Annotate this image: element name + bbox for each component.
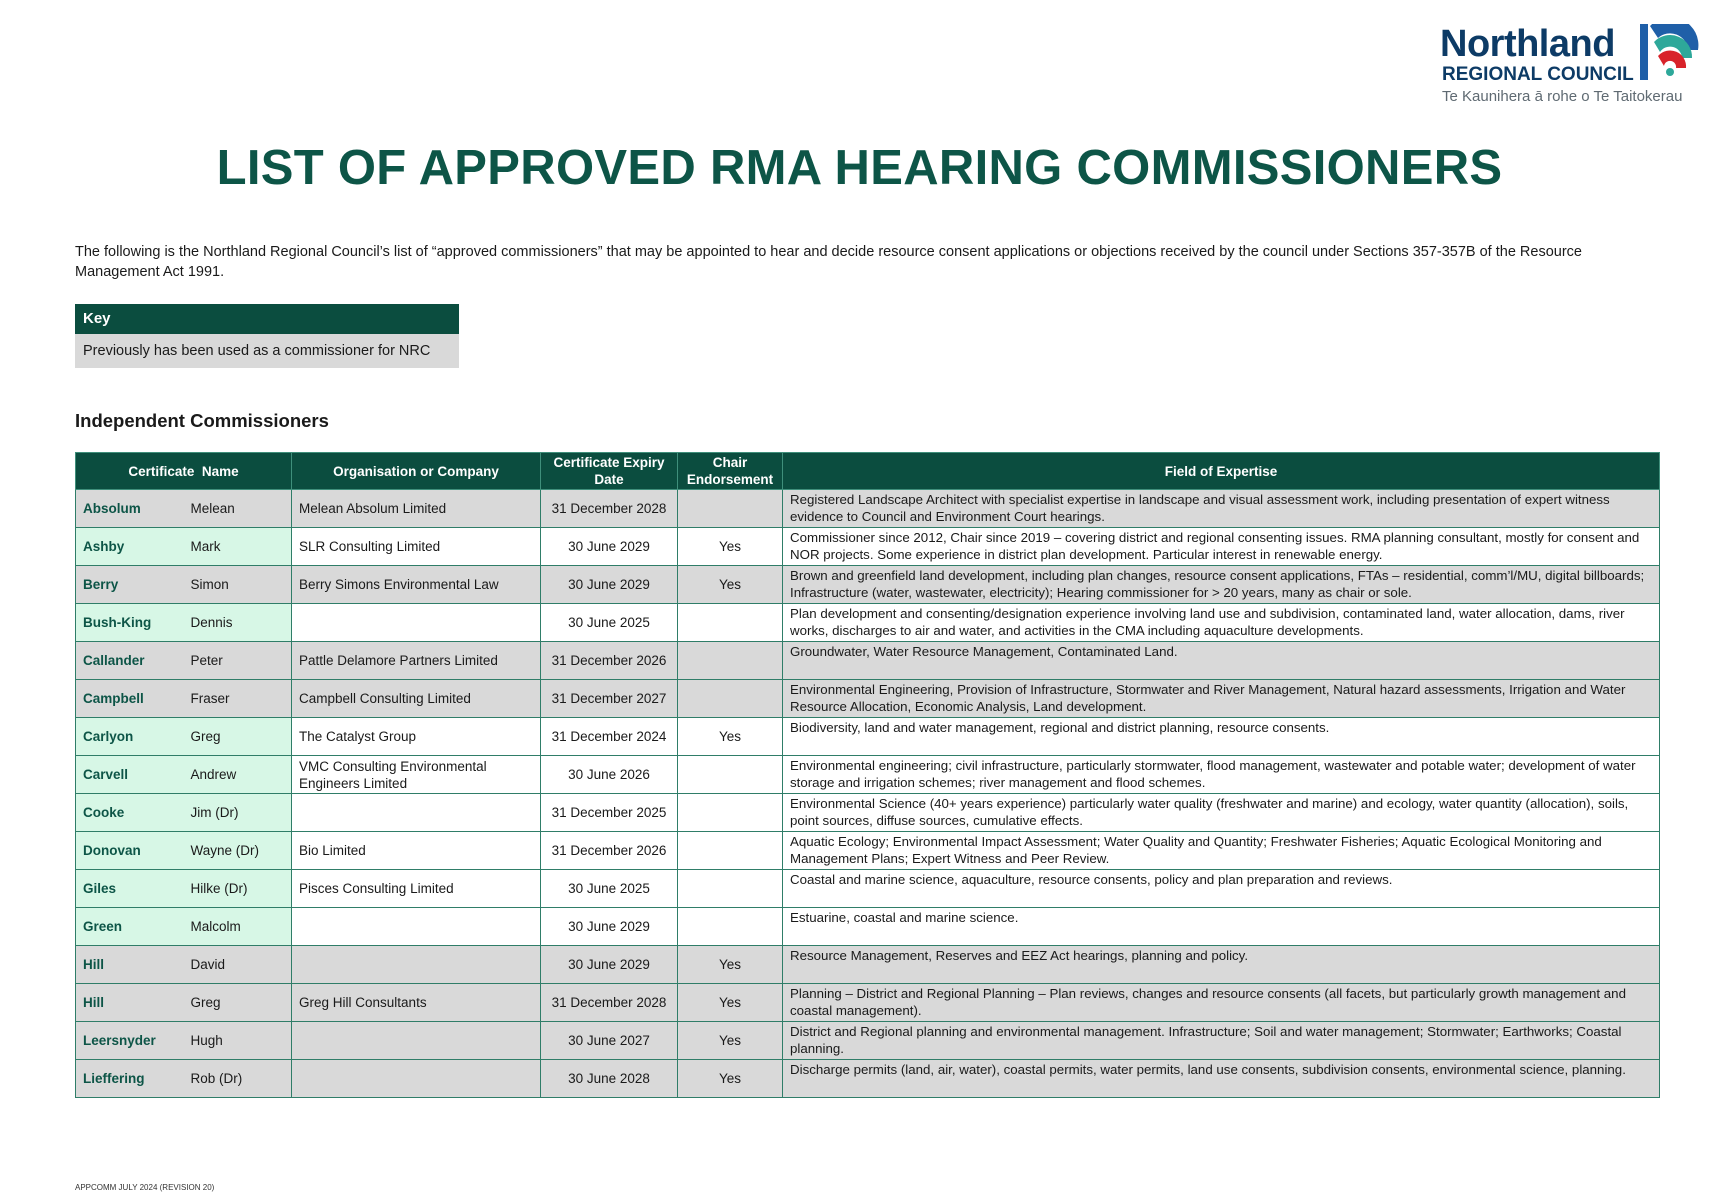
organisation-cell: Campbell Consulting Limited (292, 680, 541, 718)
chair-cell: Yes (678, 984, 783, 1022)
chair-cell (678, 756, 783, 794)
firstname-cell: Dennis (184, 604, 292, 642)
table-row (76, 870, 1660, 908)
key-item-used: Previously has been used as a commissioner for NRC (75, 334, 459, 368)
chair-cell: Yes (678, 528, 783, 566)
surname-cell: Leersnyder (76, 1022, 184, 1060)
surname-cell: Ashby (76, 528, 184, 566)
expiry-cell: 31 December 2025 (541, 794, 678, 832)
table-row (76, 490, 1660, 528)
expiry-cell: 30 June 2026 (541, 756, 678, 794)
expertise-cell: Discharge permits (land, air, water), coastal permits, water permits, land use consents, subdivision consents, environmental science, planning. (783, 1060, 1660, 1098)
organisation-cell: Greg Hill Consultants (292, 984, 541, 1022)
firstname-cell: Greg (184, 984, 292, 1022)
organisation-cell: The Catalyst Group (292, 718, 541, 756)
table-row (76, 794, 1660, 832)
firstname-cell: Wayne (Dr) (184, 832, 292, 870)
organisation-cell (292, 1022, 541, 1060)
chair-cell: Yes (678, 718, 783, 756)
surname-cell: Giles (76, 870, 184, 908)
chair-cell (678, 870, 783, 908)
header-expiry: Certificate Expiry Date (541, 453, 678, 490)
table-row (76, 528, 1660, 566)
section-title: Independent Commissioners (75, 410, 329, 431)
chair-cell (678, 642, 783, 680)
expiry-cell: 30 June 2029 (541, 946, 678, 984)
chair-cell (678, 680, 783, 718)
intro-paragraph: The following is the Northland Regional Council’s list of “approved commissioners” that may be appointed to hear and decide resource consent applications or objections received by the council under Sections 357-357B of the Resource Management Act 1991. (75, 244, 1582, 280)
chair-cell (678, 794, 783, 832)
expiry-cell: 31 December 2026 (541, 832, 678, 870)
header-expertise: Field of Expertise (783, 453, 1660, 490)
expertise-cell: District and Regional planning and environmental management. Infrastructure; Soil and water management; Stormwater; Earthworks; Coastal planning. (783, 1022, 1660, 1060)
organisation-cell: Melean Absolum Limited (292, 490, 541, 528)
surname-cell: Donovan (76, 832, 184, 870)
organisation-cell: Bio Limited (292, 832, 541, 870)
logo (1440, 22, 1704, 112)
chair-cell (678, 490, 783, 528)
expertise-cell: Plan development and consenting/designation experience involving land use and subdivision, contaminated land, water allocation, dams, river works, discharges to air and water, and activities in the CMA including aquaculture developments. (783, 604, 1660, 642)
table-row (76, 908, 1660, 946)
firstname-cell: Melean (184, 490, 292, 528)
chair-cell (678, 604, 783, 642)
organisation-cell: SLR Consulting Limited (292, 528, 541, 566)
firstname-cell: Simon (184, 566, 292, 604)
expertise-cell: Groundwater, Water Resource Management, Contaminated Land. (783, 642, 1660, 680)
expiry-cell: 30 June 2029 (541, 566, 678, 604)
organisation-cell: Pattle Delamore Partners Limited (292, 642, 541, 680)
logo-name: Northland (1440, 23, 1615, 65)
expiry-cell: 30 June 2028 (541, 1060, 678, 1098)
expiry-cell: 31 December 2024 (541, 718, 678, 756)
organisation-cell: VMC Consulting Environmental Engineers Limited (292, 756, 541, 794)
chair-cell: Yes (678, 566, 783, 604)
table-row (76, 718, 1660, 756)
table-row (76, 756, 1660, 794)
surname-cell: Green (76, 908, 184, 946)
surname-cell: Carlyon (76, 718, 184, 756)
expertise-cell: Registered Landscape Architect with specialist expertise in landscape and visual assessment work, including presentation of expert witness evidence to Council and Environment Court hearings. (783, 490, 1660, 528)
table-row (76, 946, 1660, 984)
table-row (76, 832, 1660, 870)
firstname-cell: Fraser (184, 680, 292, 718)
surname-cell: Lieffering (76, 1060, 184, 1098)
firstname-cell: Greg (184, 718, 292, 756)
surname-cell: Hill (76, 984, 184, 1022)
chair-cell: Yes (678, 1060, 783, 1098)
organisation-cell (292, 794, 541, 832)
organisation-cell (292, 1060, 541, 1098)
expertise-cell: Environmental Science (40+ years experience) particularly water quality (freshwater and marine) and ecology, water quantity (allocation), soils, point sources, diffuse sources, cumulative effects. (783, 794, 1660, 832)
expertise-cell: Planning – District and Regional Planning – Plan reviews, changes and resource consents (all facets, but particularly growth management and coastal management). (783, 984, 1660, 1022)
firstname-cell: Andrew (184, 756, 292, 794)
header-organisation: Organisation or Company (292, 453, 541, 490)
logo-tagline: Te Kaunihera ā rohe o Te Taitokerau (1442, 88, 1683, 105)
key-header: Key (75, 304, 459, 334)
expiry-cell: 31 December 2028 (541, 984, 678, 1022)
organisation-cell: Berry Simons Environmental Law (292, 566, 541, 604)
surname-cell: Carvell (76, 756, 184, 794)
table-row (76, 642, 1660, 680)
expiry-cell: 30 June 2025 (541, 604, 678, 642)
expiry-cell: 31 December 2027 (541, 680, 678, 718)
surname-cell: Cooke (76, 794, 184, 832)
expertise-cell: Brown and greenfield land development, including plan changes, resource consent applications, FTAs – residential, comm’l/MU, digital billboards; Infrastructure (water, wastewater, electricity); Hearing commissioner for > 20 years, many as chair or sole. (783, 566, 1660, 604)
organisation-cell (292, 604, 541, 642)
firstname-cell: Rob (Dr) (184, 1060, 292, 1098)
organisation-cell (292, 908, 541, 946)
organisation-cell: Pisces Consulting Limited (292, 870, 541, 908)
key-legend (75, 304, 459, 368)
expertise-cell: Commissioner since 2012, Chair since 2019 – covering district and regional consenting issues. RMA planning consultant, mostly for consent and NOR projects. Some experience in district plan development. Particular interest in renewable energy. (783, 528, 1660, 566)
organisation-cell (292, 946, 541, 984)
firstname-cell: Mark (184, 528, 292, 566)
firstname-cell: Hugh (184, 1022, 292, 1060)
surname-cell: Absolum (76, 490, 184, 528)
table-row (76, 566, 1660, 604)
header-certificate-name: Certificate Name (76, 453, 292, 490)
chair-cell (678, 832, 783, 870)
table-row (76, 680, 1660, 718)
firstname-cell: Hilke (Dr) (184, 870, 292, 908)
table-header-row (76, 453, 1660, 490)
page-title: LIST OF APPROVED RMA HEARING COMMISSIONERS (216, 141, 1503, 195)
expertise-cell: Estuarine, coastal and marine science. (783, 908, 1660, 946)
surname-cell: Berry (76, 566, 184, 604)
expertise-cell: Environmental Engineering, Provision of Infrastructure, Stormwater and River Management, Natural hazard assessments, Irrigation and Water Resource Allocation, Economic Analysis, Land development. (783, 680, 1660, 718)
chair-cell: Yes (678, 1022, 783, 1060)
expertise-cell: Environmental engineering; civil infrastructure, particularly stormwater, flood management, wastewater and potable water; development of water storage and irrigation schemes; river management and flood schemes. (783, 756, 1660, 794)
surname-cell: Hill (76, 946, 184, 984)
expiry-cell: 31 December 2026 (541, 642, 678, 680)
table-row (76, 604, 1660, 642)
logo-wave-icon (1640, 24, 1704, 86)
expiry-cell: 30 June 2029 (541, 528, 678, 566)
expertise-cell: Aquatic Ecology; Environmental Impact Assessment; Water Quality and Quantity; Freshwater Fisheries; Aquatic Ecological Monitoring and Management Plans; Expert Witness and Peer Review. (783, 832, 1660, 870)
expiry-cell: 30 June 2025 (541, 870, 678, 908)
chair-cell: Yes (678, 946, 783, 984)
firstname-cell: Jim (Dr) (184, 794, 292, 832)
expiry-cell: 31 December 2028 (541, 490, 678, 528)
expiry-cell: 30 June 2027 (541, 1022, 678, 1060)
logo-subname: REGIONAL COUNCIL (1442, 64, 1634, 85)
firstname-cell: David (184, 946, 292, 984)
surname-cell: Callander (76, 642, 184, 680)
header-chair: Chair Endorsement (678, 453, 783, 490)
footer-revision: APPCOMM JULY 2024 (REVISION 20) (75, 1183, 215, 1192)
surname-cell: Bush-King (76, 604, 184, 642)
table-row (76, 984, 1660, 1022)
table-row (76, 1022, 1660, 1060)
chair-cell (678, 908, 783, 946)
expertise-cell: Biodiversity, land and water management, regional and district planning, resource consents. (783, 718, 1660, 756)
surname-cell: Campbell (76, 680, 184, 718)
expertise-cell: Coastal and marine science, aquaculture, resource consents, policy and plan preparation and reviews. (783, 870, 1660, 908)
firstname-cell: Peter (184, 642, 292, 680)
firstname-cell: Malcolm (184, 908, 292, 946)
commissioners-table (75, 452, 1660, 1098)
expiry-cell: 30 June 2029 (541, 908, 678, 946)
table-row (76, 1060, 1660, 1098)
expertise-cell: Resource Management, Reserves and EEZ Act hearings, planning and policy. (783, 946, 1660, 984)
